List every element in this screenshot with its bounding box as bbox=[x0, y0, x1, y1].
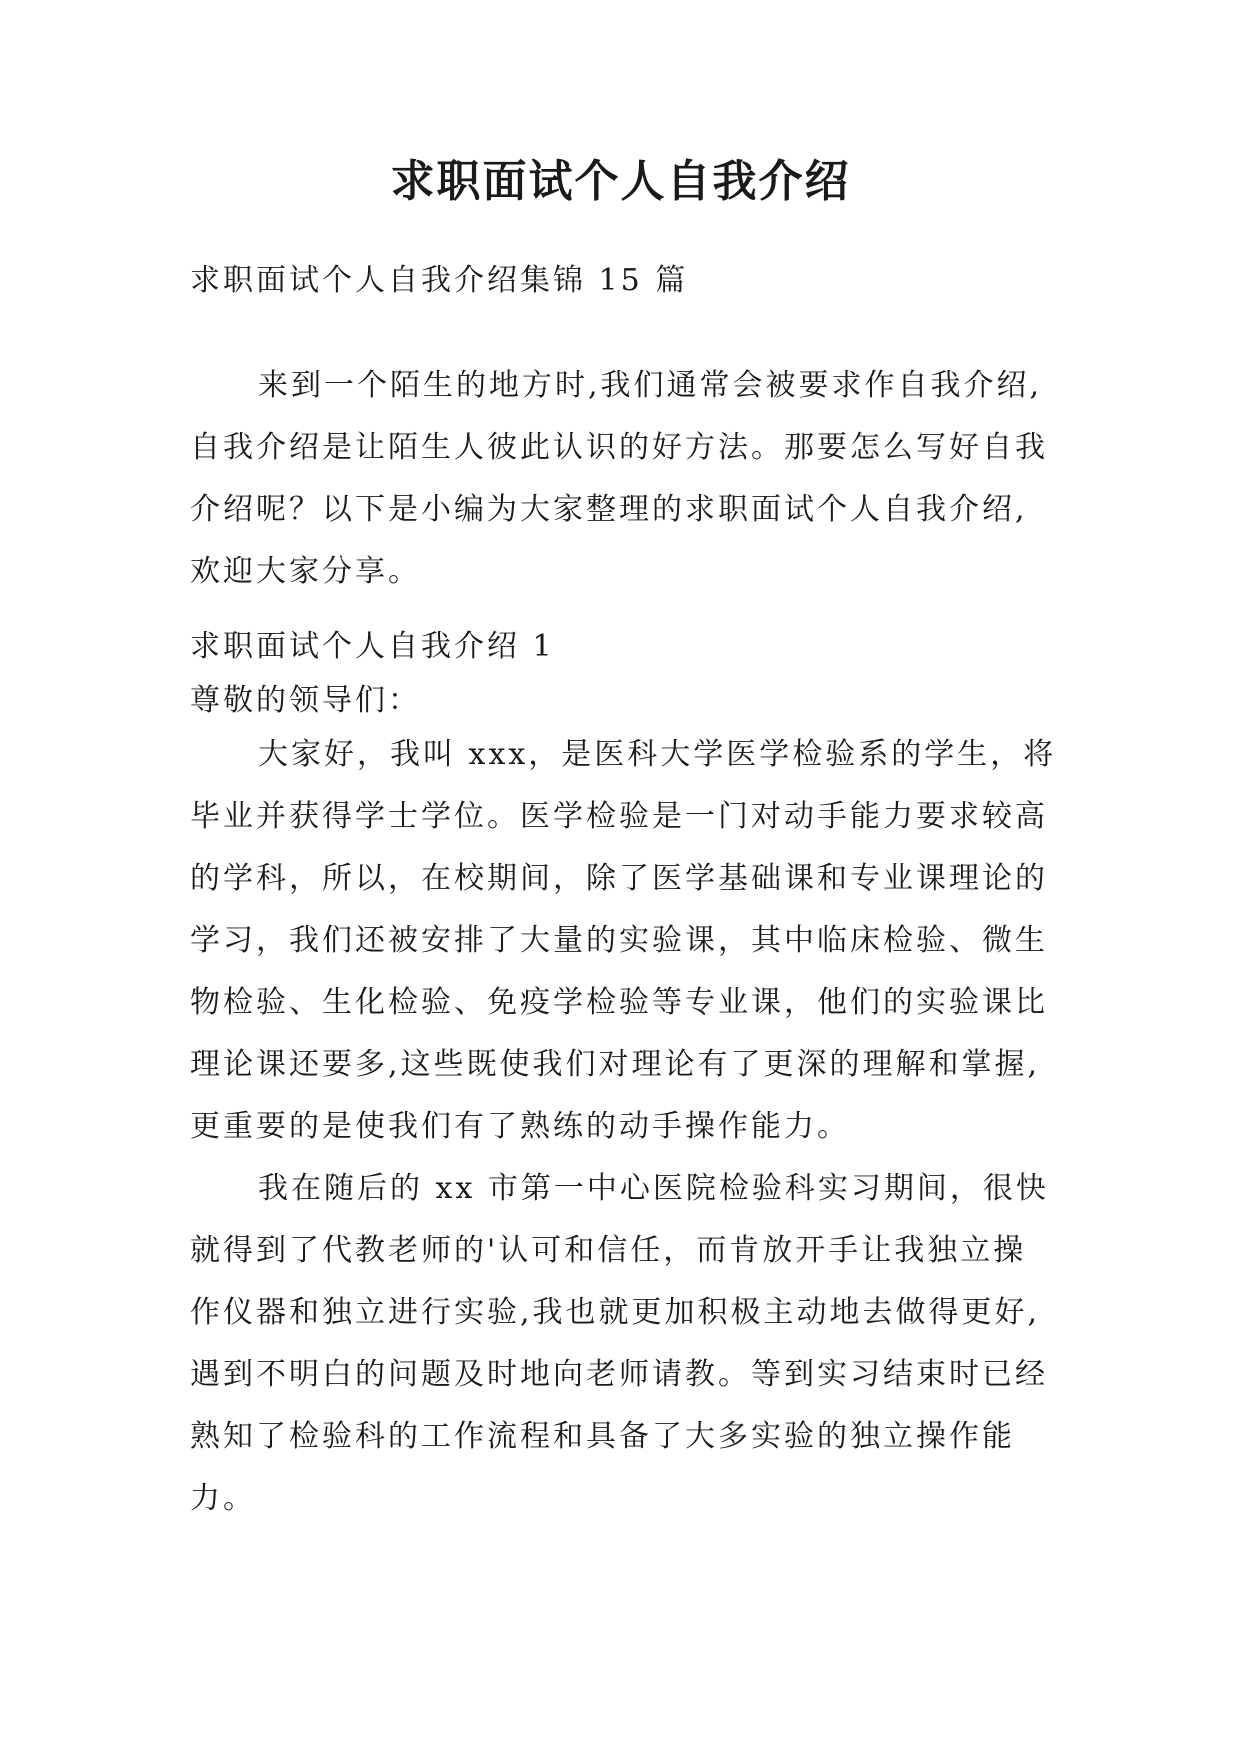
document-title: 求职面试个人自我介绍 bbox=[390, 156, 851, 207]
paragraph-line: 大家好，我叫 xxx，是医科大学医学检验系的学生，将 bbox=[258, 737, 1057, 772]
intro-line: 来到一个陌生的地方时,我们通常会被要求作自我介绍, bbox=[258, 368, 1043, 403]
paragraph-line: 学习，我们还被安排了大量的实验课，其中临床检验、微生 bbox=[190, 923, 1048, 958]
paragraph-line: 的学科，所以，在校期间，除了医学基础课和专业课理论的 bbox=[190, 861, 1048, 896]
body-paragraph-2 bbox=[190, 1158, 1070, 1530]
paragraph-line: 更重要的是使我们有了熟练的动手操作能力。 bbox=[190, 1109, 850, 1144]
body-paragraph-1 bbox=[190, 724, 1070, 1158]
section-1-heading bbox=[190, 616, 1070, 678]
paragraph-line: 遇到不明白的问题及时地向老师请教。等到实习结束时已经 bbox=[190, 1357, 1048, 1392]
section-heading-line: 求职面试个人自我介绍 1 bbox=[190, 629, 555, 664]
salutation-line: 尊敬的领导们： bbox=[190, 683, 421, 718]
intro-line: 介绍呢？以下是小编为大家整理的求职面试个人自我介绍, bbox=[190, 492, 1028, 527]
paragraph-line: 力。 bbox=[190, 1481, 256, 1516]
paragraph-line: 熟知了检验科的工作流程和具备了大多实验的独立操作能 bbox=[190, 1419, 1015, 1454]
salutation bbox=[190, 670, 1070, 732]
document-subtitle bbox=[190, 250, 1070, 312]
intro-line: 欢迎大家分享。 bbox=[190, 554, 421, 589]
intro-line: 自我介绍是让陌生人彼此认识的好方法。那要怎么写好自我 bbox=[190, 430, 1048, 465]
paragraph-line: 作仪器和独立进行实验,我也就更加积极主动地去做得更好, bbox=[190, 1295, 1041, 1330]
paragraph-line: 我在随后的 xx 市第一中心医院检验科实习期间，很快 bbox=[258, 1171, 1049, 1206]
paragraph-line: 就得到了代教老师的'认可和信任，而肯放开手让我独立操 bbox=[190, 1233, 1027, 1268]
paragraph-line: 理论课还要多,这些既使我们对理论有了更深的理解和掌握, bbox=[190, 1047, 1041, 1082]
subtitle-line: 求职面试个人自我介绍集锦 15 篇 bbox=[190, 263, 689, 298]
paragraph-line: 毕业并获得学士学位。医学检验是一门对动手能力要求较高 bbox=[190, 799, 1048, 834]
intro-paragraph bbox=[190, 355, 1070, 603]
paragraph-line: 物检验、生化检验、免疫学检验等专业课，他们的实验课比 bbox=[190, 985, 1048, 1020]
